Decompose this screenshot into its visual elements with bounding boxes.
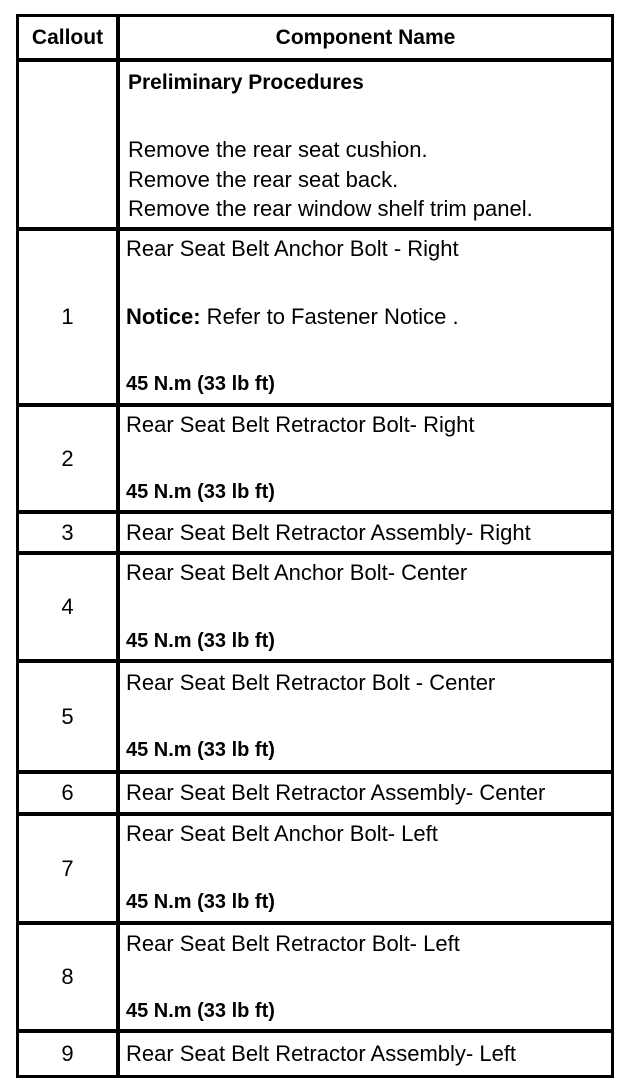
component-name: Rear Seat Belt Retractor Bolt- Right — [126, 412, 475, 437]
component-name: Rear Seat Belt Anchor Bolt- Center — [126, 560, 468, 585]
callout-number: 9 — [61, 1041, 74, 1066]
preliminary-procedures — [126, 62, 610, 227]
callout-number: 8 — [61, 964, 74, 989]
callout-number: 4 — [61, 594, 74, 619]
callout-number: 6 — [61, 780, 74, 805]
callout-number: 3 — [61, 519, 74, 545]
column-divider — [116, 17, 120, 1075]
component-name: Rear Seat Belt Retractor Assembly- Center — [126, 780, 546, 805]
table-row — [126, 663, 610, 770]
component-name: Rear Seat Belt Retractor Assembly- Left — [126, 1041, 517, 1066]
header-component: Component Name — [275, 25, 456, 49]
component-name: Rear Seat Belt Retractor Bolt- Left — [126, 931, 460, 956]
callout-number: 1 — [61, 304, 74, 329]
preliminary-step: Remove the rear seat back. — [128, 167, 399, 192]
notice-label: Notice: — [126, 304, 201, 329]
torque-spec: 45 N.m (33 lb ft) — [126, 891, 275, 913]
torque-spec: 45 N.m (33 lb ft) — [126, 630, 275, 652]
component-table — [16, 14, 614, 1078]
notice — [126, 306, 459, 328]
table-row — [126, 407, 610, 510]
callout-number: 5 — [61, 703, 74, 729]
torque-spec: 45 N.m (33 lb ft) — [126, 739, 275, 761]
table-row — [126, 555, 610, 659]
component-name: Rear Seat Belt Retractor Bolt - Center — [126, 670, 496, 695]
component-name: Rear Seat Belt Retractor Assembly- Right — [126, 519, 531, 545]
torque-spec: 45 N.m (33 lb ft) — [126, 481, 275, 503]
torque-spec: 45 N.m (33 lb ft) — [126, 373, 275, 395]
component-name: Rear Seat Belt Anchor Bolt- Left — [126, 821, 438, 846]
preliminary-step: Remove the rear seat cushion. — [128, 137, 428, 162]
callout-number: 7 — [61, 855, 74, 881]
preliminary-step: Remove the rear window shelf trim panel. — [128, 196, 533, 221]
torque-spec: 45 N.m (33 lb ft) — [126, 1000, 275, 1022]
notice-text: Refer to Fastener Notice . — [200, 304, 459, 329]
header-callout: Callout — [31, 25, 104, 49]
table-row — [126, 925, 610, 1029]
table-row — [126, 816, 610, 921]
callout-number: 2 — [61, 445, 74, 471]
preliminary-title: Preliminary Procedures — [128, 71, 364, 94]
component-name: Rear Seat Belt Anchor Bolt - Right — [126, 236, 459, 261]
table-row — [126, 231, 610, 403]
